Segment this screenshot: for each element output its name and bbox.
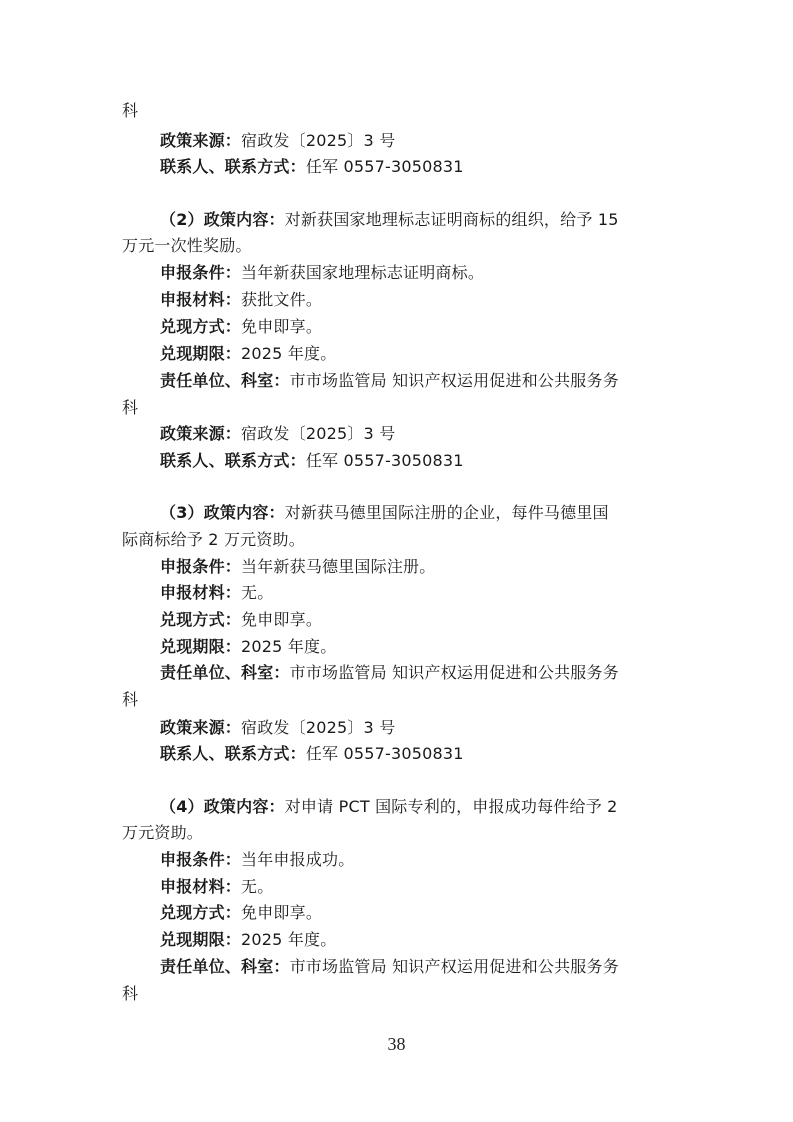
page-number: 38	[387, 1034, 406, 1054]
redemption-method-line: 兑现方式：免申即享。	[160, 317, 323, 336]
contact-line: 联系人、联系方式：任军 0557-3050831	[160, 744, 464, 763]
application-conditions-line: 申报条件：当年新获马德里国际注册。	[160, 557, 436, 576]
policy-source-line: 政策来源：宿政发〔2025〕3 号	[160, 718, 396, 737]
application-conditions-line: 申报条件：当年新获国家地理标志证明商标。	[160, 263, 485, 282]
application-materials-line: 申报材料：获批文件。	[160, 290, 323, 309]
policy-source-line: 政策来源：宿政发〔2025〕3 号	[160, 131, 396, 150]
text-line: 际商标给予 2 万元资助。	[122, 530, 305, 549]
policy-content-line: （3）政策内容：对新获马德里国际注册的企业，每件马德里国	[160, 503, 609, 522]
responsible-unit-line: 责任单位、科室：市市场监管局 知识产权运用促进和公共服务务	[160, 663, 619, 682]
text-line: 万元资助。	[122, 823, 204, 842]
application-materials-line: 申报材料：无。	[160, 877, 274, 896]
redemption-period-line: 兑现期限：2025 年度。	[160, 344, 337, 363]
application-materials-line: 申报材料：无。	[160, 583, 274, 602]
redemption-method-line: 兑现方式：免申即享。	[160, 610, 323, 629]
text-line: 万元一次性奖励。	[122, 236, 252, 255]
contact-line: 联系人、联系方式：任军 0557-3050831	[160, 157, 464, 176]
text-line: 科	[122, 398, 139, 417]
redemption-period-line: 兑现期限：2025 年度。	[160, 930, 337, 949]
responsible-unit-line: 责任单位、科室：市市场监管局 知识产权运用促进和公共服务务	[160, 957, 619, 976]
policy-source-line: 政策来源：宿政发〔2025〕3 号	[160, 424, 396, 443]
text-line: 科	[122, 101, 139, 120]
contact-line: 联系人、联系方式：任军 0557-3050831	[160, 451, 464, 470]
text-line: 科	[122, 690, 139, 709]
redemption-period-line: 兑现期限：2025 年度。	[160, 637, 337, 656]
responsible-unit-line: 责任单位、科室：市市场监管局 知识产权运用促进和公共服务务	[160, 371, 619, 390]
text-line: 科	[122, 984, 139, 1003]
policy-content-line: （2）政策内容：对新获国家地理标志证明商标的组织，给予 15	[160, 210, 619, 229]
policy-content-line: （4）政策内容：对申请 PCT 国际专利的，申报成功每件给予 2	[160, 797, 618, 816]
redemption-method-line: 兑现方式：免申即享。	[160, 903, 323, 922]
application-conditions-line: 申报条件：当年申报成功。	[160, 850, 355, 869]
